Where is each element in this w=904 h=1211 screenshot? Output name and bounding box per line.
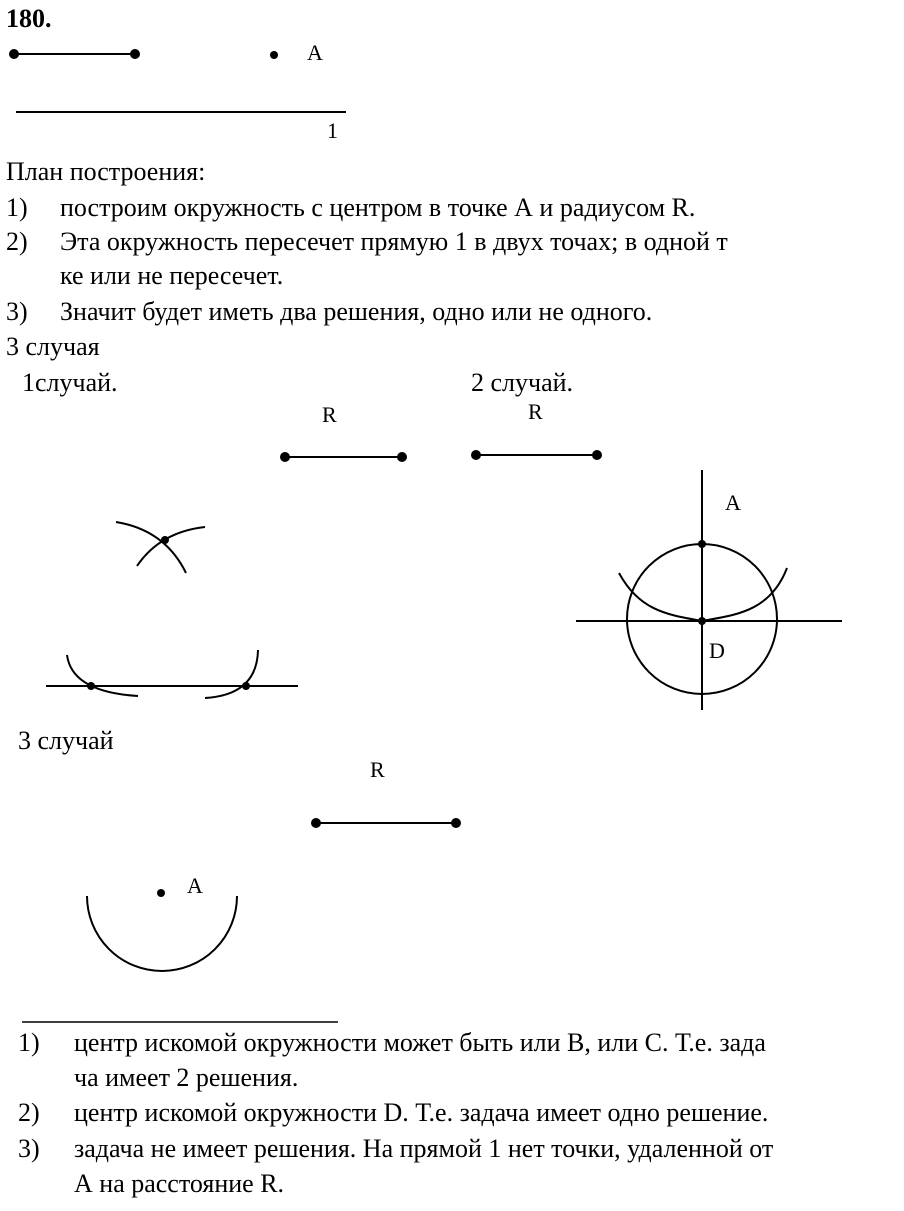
case2-point-d-label: D [709,638,725,663]
given-segment [10,50,139,58]
plan-step-text: Значит будет иметь два решения, одно или не одного. [60,297,653,326]
plan-step-text: построим окружность с центром в точке А и радиусом R. [60,193,696,222]
plan-step-text: Эта окружность пересечет прямую 1 в двух точах; в одной т [60,227,728,256]
answer-text: центр искомой окружности может быть или B, или C. Т.е. зада [74,1028,766,1057]
case2-construction [576,470,842,710]
point-a-label: A [307,40,323,65]
case2-point-a-label: A [725,490,741,515]
case2-segment-r [472,451,601,459]
answer-num: 2) [18,1098,40,1127]
case3-segment-r [312,819,460,827]
case3-segment-label: R [370,757,385,782]
answer-text: центр искомой окружности D. Т.е. задача имеет одно решение. [74,1098,769,1127]
plan-step-num: 3) [6,297,28,326]
case3-point-a-label: A [187,873,203,898]
plan-step-num: 1) [6,193,28,222]
case1-segment-r [281,453,406,461]
answer-text-cont: А на расстояние R. [74,1169,285,1198]
plan-step-text-cont: ке или не пересечет. [60,261,284,290]
cases-count: 3 случая [6,332,100,361]
answer-num: 3) [18,1134,40,1163]
plan-heading: План построения: [6,157,206,186]
case3-title: 3 случай [18,726,114,755]
line-1-label: 1 [327,118,338,143]
case1-segment-label: R [322,402,337,427]
case3-arc [87,889,237,971]
answer-text-cont: ча имеет 2 решения. [74,1063,299,1092]
case1-arc-intersection [116,522,205,573]
case2-title: 2 случай. [471,368,574,397]
answer-text: задача не имеет решения. На прямой 1 нет точки, удаленной от [74,1134,774,1163]
point-a-top [270,51,278,59]
plan-step-num: 2) [6,227,28,256]
problem-number: 180. [6,4,52,33]
case2-segment-label: R [528,399,543,424]
answer-num: 1) [18,1028,40,1057]
case1-title: 1случай. [22,368,118,397]
case1-line-with-arcs [46,650,298,698]
